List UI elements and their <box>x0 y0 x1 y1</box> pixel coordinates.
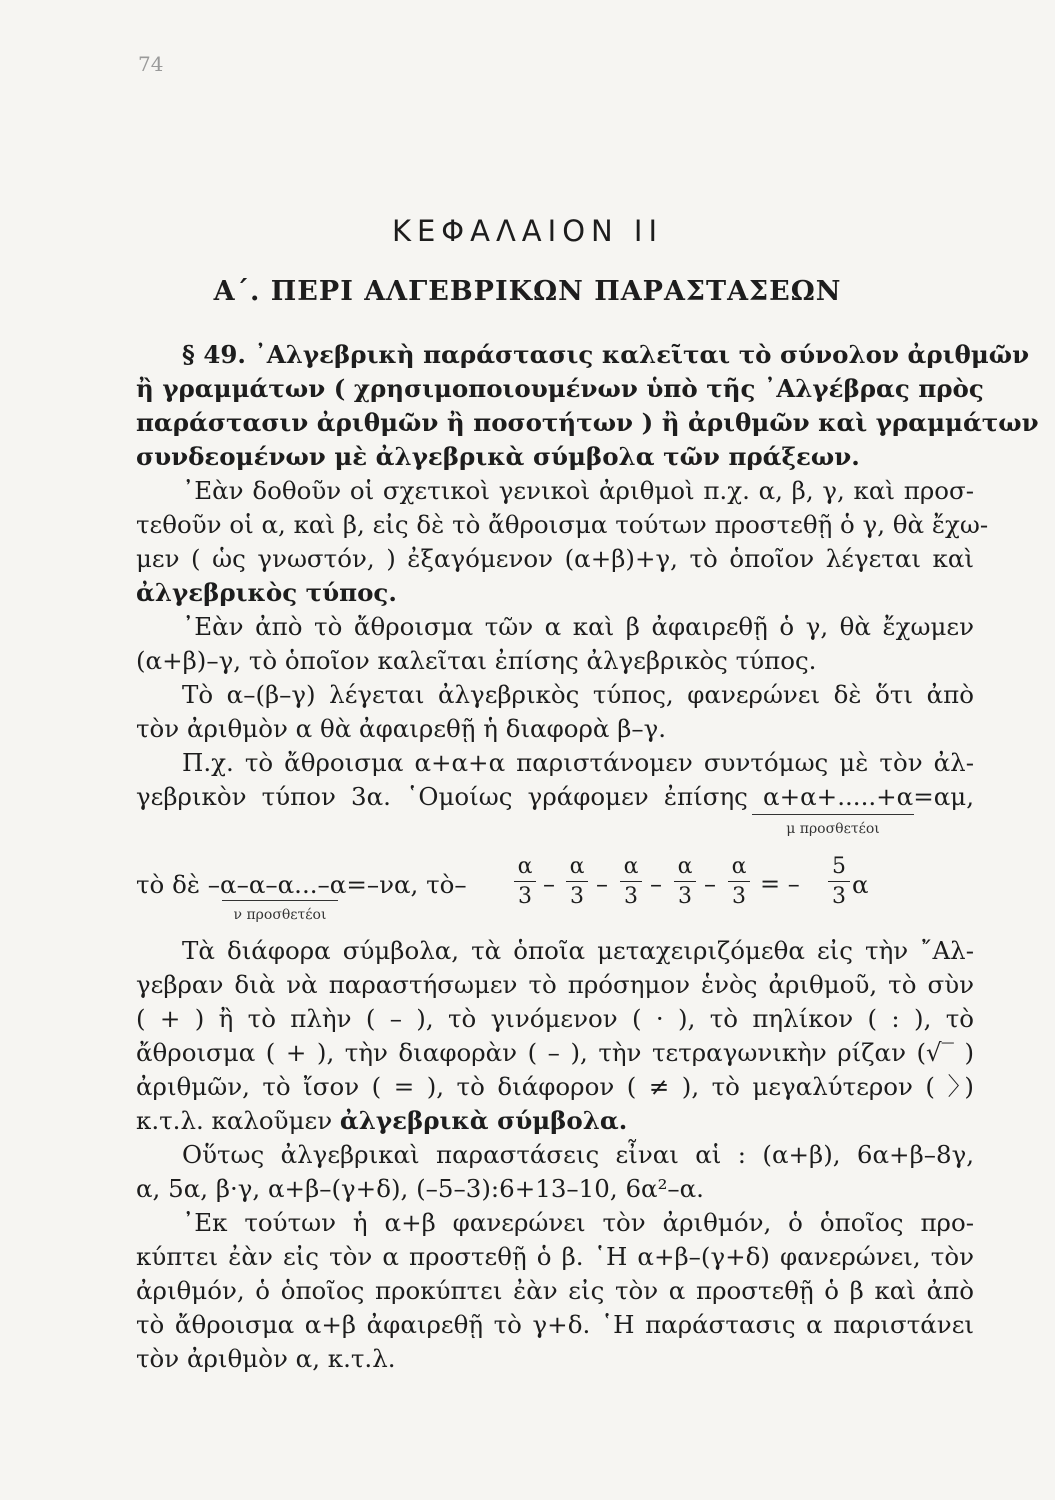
result-fraction <box>828 854 850 909</box>
fraction <box>566 854 588 909</box>
text-line: τεθοῦν οἱ α, καὶ β, εἰς δὲ τὸ ἄθροισμα τούτων προστεθῇ ὁ γ, θὰ ἔχω- <box>136 510 989 539</box>
result-denominator: 3 <box>832 884 846 909</box>
section-title: Α΄. ΠΕΡΙ ΑΛΓΕΒΡΙΚΩΝ ΠΑΡΑΣΤΑΣΕΩΝ <box>213 276 842 307</box>
text-line: ᾿Εὰν ἀπὸ τὸ ἄθροισμα τῶν α καὶ β ἀφαιρεθῇ ὁ γ, θὰ ἔχωμεν <box>182 612 974 641</box>
formula-start: τὸ δὲ –α–α–α...–α=–να, τὸ– <box>136 870 467 899</box>
text-line: Οὕτως ἀλγεβρικαὶ παραστάσεις εἶναι αἱ : (α+β), 6α+β–8γ, <box>182 1140 974 1169</box>
fraction-numerator: α <box>566 854 588 882</box>
underbrace-label-nu: ν προσθετέοι <box>222 900 338 923</box>
fraction <box>674 854 696 909</box>
text-line: κύπτει ἐὰν εἰς τὸν α προστεθῇ ὁ β. ῾Η α+β–(γ+δ) φανερώνει, τὸν <box>136 1242 974 1271</box>
text-line: γεβρικὸν τύπον 3α. ῾Ομοίως γράφομεν ἐπίσης α+α+.....+α=αμ, <box>136 782 974 811</box>
formula-tail: α <box>852 870 869 899</box>
fraction-denominator: 3 <box>570 884 584 909</box>
result-numerator: 5 <box>828 854 850 882</box>
text-line: τὸν ἀριθμὸν α θὰ ἀφαιρεθῇ ἡ διαφορὰ β–γ. <box>136 714 667 743</box>
symbols-line-prefix: κ.τ.λ. καλοῦμεν <box>136 1106 340 1135</box>
minus-sign: – <box>650 870 662 898</box>
fraction-denominator: 3 <box>624 884 638 909</box>
fraction <box>728 854 750 909</box>
text-line: Τὰ διάφορα σύμβολα, τὰ ὁποῖα μεταχειριζόμεθα εἰς τὴν ῎Αλ- <box>182 936 974 965</box>
text-line: ἢ γραμμάτων ( χρησιμοποιουμένων ὑπὸ τῆς ᾿Αλγέβρας πρὸς <box>136 374 984 403</box>
text-line: μεν ( ὡς γνωστόν, ) ἐξαγόμενον (α+β)+γ, τὸ ὁποῖον λέγεται καὶ <box>136 544 974 573</box>
minus-sign: – <box>704 870 716 898</box>
text-line: (α+β)–γ, τὸ ὁποῖον καλεῖται ἐπίσης ἀλγεβρικὸς τύπος. <box>136 646 817 675</box>
fraction-denominator: 3 <box>518 884 532 909</box>
text-line: ( + ) ἢ τὸ πλὴν ( – ), τὸ γινόμενον ( · ), τὸ πηλίκον ( : ), τὸ <box>136 1004 974 1033</box>
equals-minus: = – <box>760 870 800 898</box>
fraction <box>620 854 642 909</box>
text-line: τὸν ἀριθμὸν α, κ.τ.λ. <box>136 1344 396 1373</box>
text-line: ἀριθμόν, ὁ ὁποῖος προκύπτει ἐὰν εἰς τὸν α προστεθῇ ὁ β καὶ ἀπὸ <box>136 1276 974 1305</box>
text-line: ἀλγεβρικὸς τύπος. <box>136 578 397 607</box>
fraction <box>514 854 536 909</box>
text-line: γεβραν διὰ νὰ παραστήσωμεν τὸ πρόσημον ἑνὸς ἀριθμοῦ, τὸ σὺν <box>136 970 974 999</box>
underbrace-label-mu: μ προσθετέοι <box>752 814 914 837</box>
fraction-numerator: α <box>514 854 536 882</box>
symbols-line-bold: ἀλγεβρικὰ σύμβολα. <box>339 1106 628 1135</box>
text-line: α, 5α, β·γ, α+β–(γ+δ), (–5–3):6+13–10, 6α²–α. <box>136 1174 704 1203</box>
fraction-denominator: 3 <box>678 884 692 909</box>
minus-sign: – <box>596 870 608 898</box>
minus-sign: – <box>543 870 555 898</box>
text-line <box>136 1106 974 1135</box>
chapter-heading: ΚΕΦΑΛΑΙΟΝ ΙΙ <box>391 214 664 248</box>
fraction-numerator: α <box>674 854 696 882</box>
text-line: ᾿Εκ τούτων ἡ α+β φανερώνει τὸν ἀριθμόν, ὁ ὁποῖος προ- <box>182 1208 974 1237</box>
page-number: 74 <box>138 52 164 76</box>
text-line: ἄθροισμα ( + ), τὴν διαφορὰν ( – ), τὴν τετραγωνικὴν ρίζαν (√‾ ) <box>136 1038 974 1067</box>
text-line: ἀριθμῶν, τὸ ἴσον ( = ), τὸ διάφορον ( ≠ ), τὸ μεγαλύτερον ( 〉) <box>136 1072 974 1101</box>
text-line: ᾿Εὰν δοθοῦν οἱ σχετικοὶ γενικοὶ ἀριθμοὶ π.χ. α, β, γ, καὶ προσ- <box>182 476 974 505</box>
text-line: παράστασιν ἀριθμῶν ἢ ποσοτήτων ) ἢ ἀριθμῶν καὶ γραμμάτων <box>136 408 1039 437</box>
fraction-numerator: α <box>620 854 642 882</box>
fraction-denominator: 3 <box>732 884 746 909</box>
text-line: Τὸ α–(β–γ) λέγεται ἀλγεβρικὸς τύπος, φανερώνει δὲ ὅτι ἀπὸ <box>182 680 974 709</box>
text-line: τὸ ἄθροισμα α+β ἀφαιρεθῇ τὸ γ+δ. ῾Η παράστασις α παριστάνει <box>136 1310 974 1339</box>
text-line: συνδεομένων μὲ ἀλγεβρικὰ σύμβολα τῶν πράξεων. <box>136 442 860 471</box>
text-line: § 49. ᾿Αλγεβρικὴ παράστασις καλεῖται τὸ σύνολον ἀριθμῶν <box>182 340 1030 369</box>
text-line: Π.χ. τὸ ἄθροισμα α+α+α παριστάνομεν συντόμως μὲ τὸν ἀλ- <box>182 748 974 777</box>
fraction-numerator: α <box>728 854 750 882</box>
